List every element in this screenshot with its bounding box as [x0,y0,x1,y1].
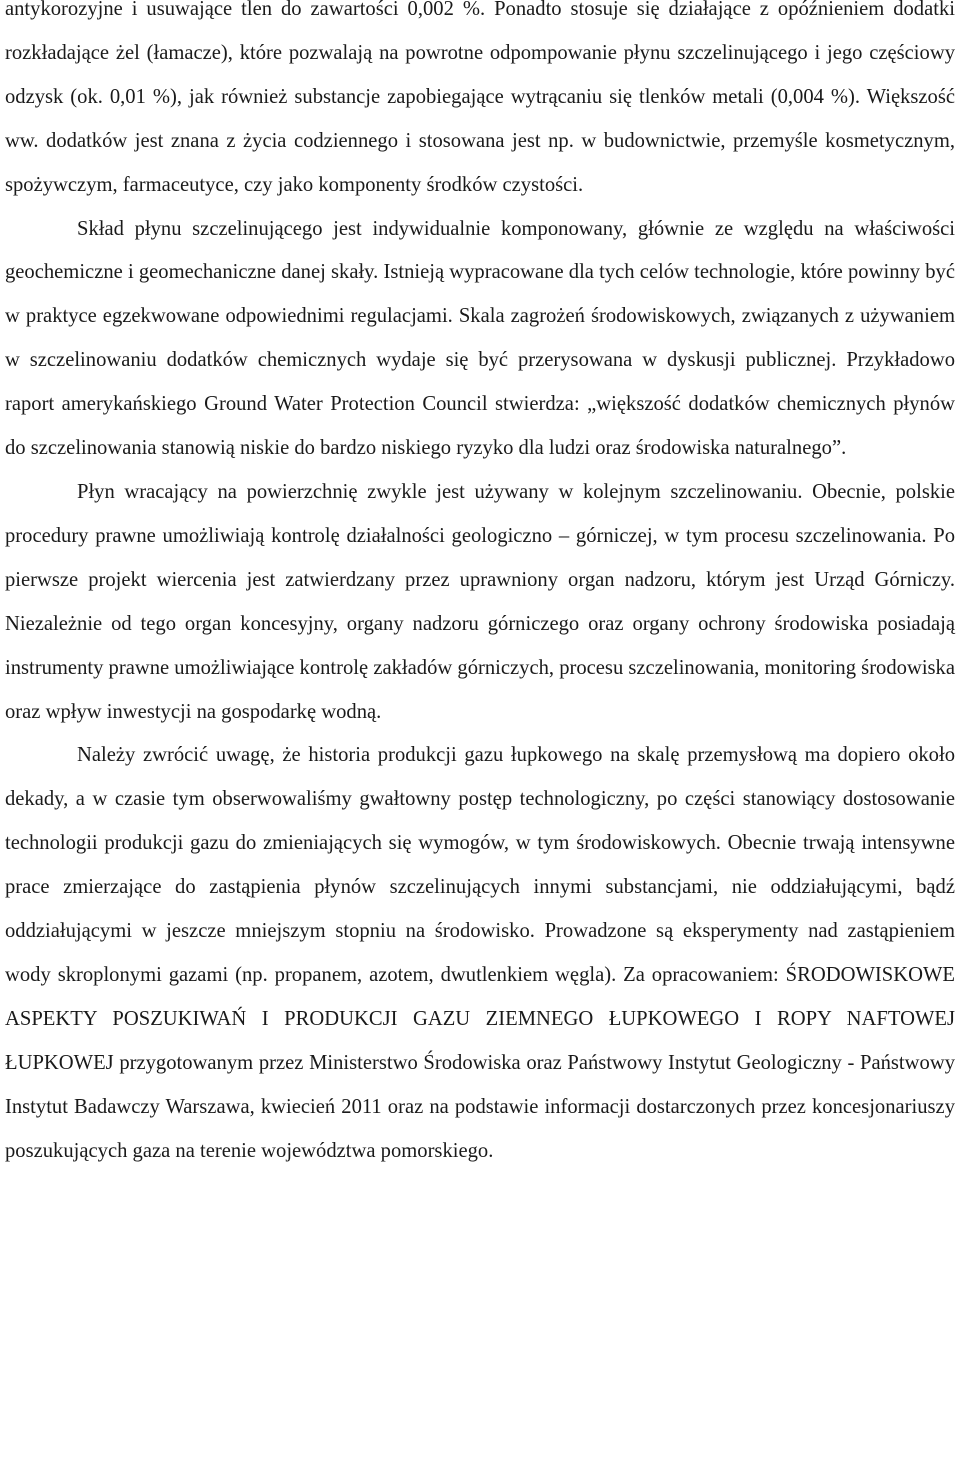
paragraph-additives: antykorozyjne i usuwające tlen do zawartości 0,002 %. Ponadto stosuje się działające z opóźnieniem dodatki rozkładające żel (łamacze), które pozwalają na powrotne odpompowanie płynu szczelinującego i jego częściowy odzysk (ok. 0,01 %), jak również substancje zapobiegające wytrącaniu się tlenków metali (0,004 %). Większość ww. dodatków jest znana z życia codziennego i stosowana jest np. w budownictwie, przemyśle kosmetycznym, spożywczym, farmaceutyce, czy jako komponenty środków czystości. [5,0,955,196]
paragraph-legal-procedures: Płyn wracający na powierzchnię zwykle jest używany w kolejnym szczelinowaniu. Obecnie, polskie procedury prawne umożliwiają kontrolę działalności geologiczno – górniczej, w tym procesu szczelinowania. Po pierwsze projekt wiercenia jest zatwierdzany przez uprawniony organ nadzoru, którym jest Urząd Górniczy. Niezależnie od tego organ koncesyjny, organy nadzoru górniczego oraz organy ochrony środowiska posiadają instrumenty prawne umożliwiające kontrolę zakładów górniczych, procesu szczelinowania, monitoring środowiska oraz wpływ inwestycji na gospodarkę wodną. [5,480,955,723]
paragraph-technology-history: Należy zwrócić uwagę, że historia produkcji gazu łupkowego na skalę przemysłową ma dopiero około dekady, a w czasie tym obserwowaliśmy gwałtowny postęp technologiczny, po części stanowiący dostosowanie technologii produkcji gazu do zmieniających się wymogów, w tym środowiskowych. Obecnie trwają intensywne prace zmierzające do zastąpienia płynów szczelinujących innymi substancjami, nie oddziałującymi, bądź oddziałującymi w jeszcze mniejszym stopniu na środowisko. Prowadzone są eksperymenty nad zastąpieniem wody skroplonymi gazami (np. propanem, azotem, dwutlenkiem węgla). Za opracowaniem: ŚRODOWISKOWE ASPEKTY POSZUKIWAŃ I PRODUKCJI GAZU ZIEMNEGO ŁUPKOWEGO I ROPY NAFTOWEJ ŁUPKOWEJ przygotowanym przez Ministerstwo Środowiska oraz Państwowy Instytut Geologiczny - Państwowy Instytut Badawczy Warszawa, kwiecień 2011 oraz na podstawie informacji dostarczonych przez koncesjonariuszy poszukujących gaza na terenie województwa pomorskiego. [5,744,955,1162]
document-page [5,0,955,1173]
paragraph-fluid-composition: Skład płynu szczelinującego jest indywidualnie komponowany, głównie ze względu na właściwości geochemiczne i geomechaniczne danej skały. Istnieją wypracowane dla tych celów technologie, które powinny być w praktyce egzekwowane odpowiednimi regulacjami. Skala zagrożeń środowiskowych, związanych z używaniem w szczelinowaniu dodatków chemicznych wydaje się być przerysowana w dyskusji publicznej. Przykładowo raport amerykańskiego Ground Water Protection Council stwierdza: „większość dodatków chemicznych płynów do szczelinowania stanowią niskie do bardzo niskiego ryzyko dla ludzi oraz środowiska naturalnego”. [5,217,955,460]
